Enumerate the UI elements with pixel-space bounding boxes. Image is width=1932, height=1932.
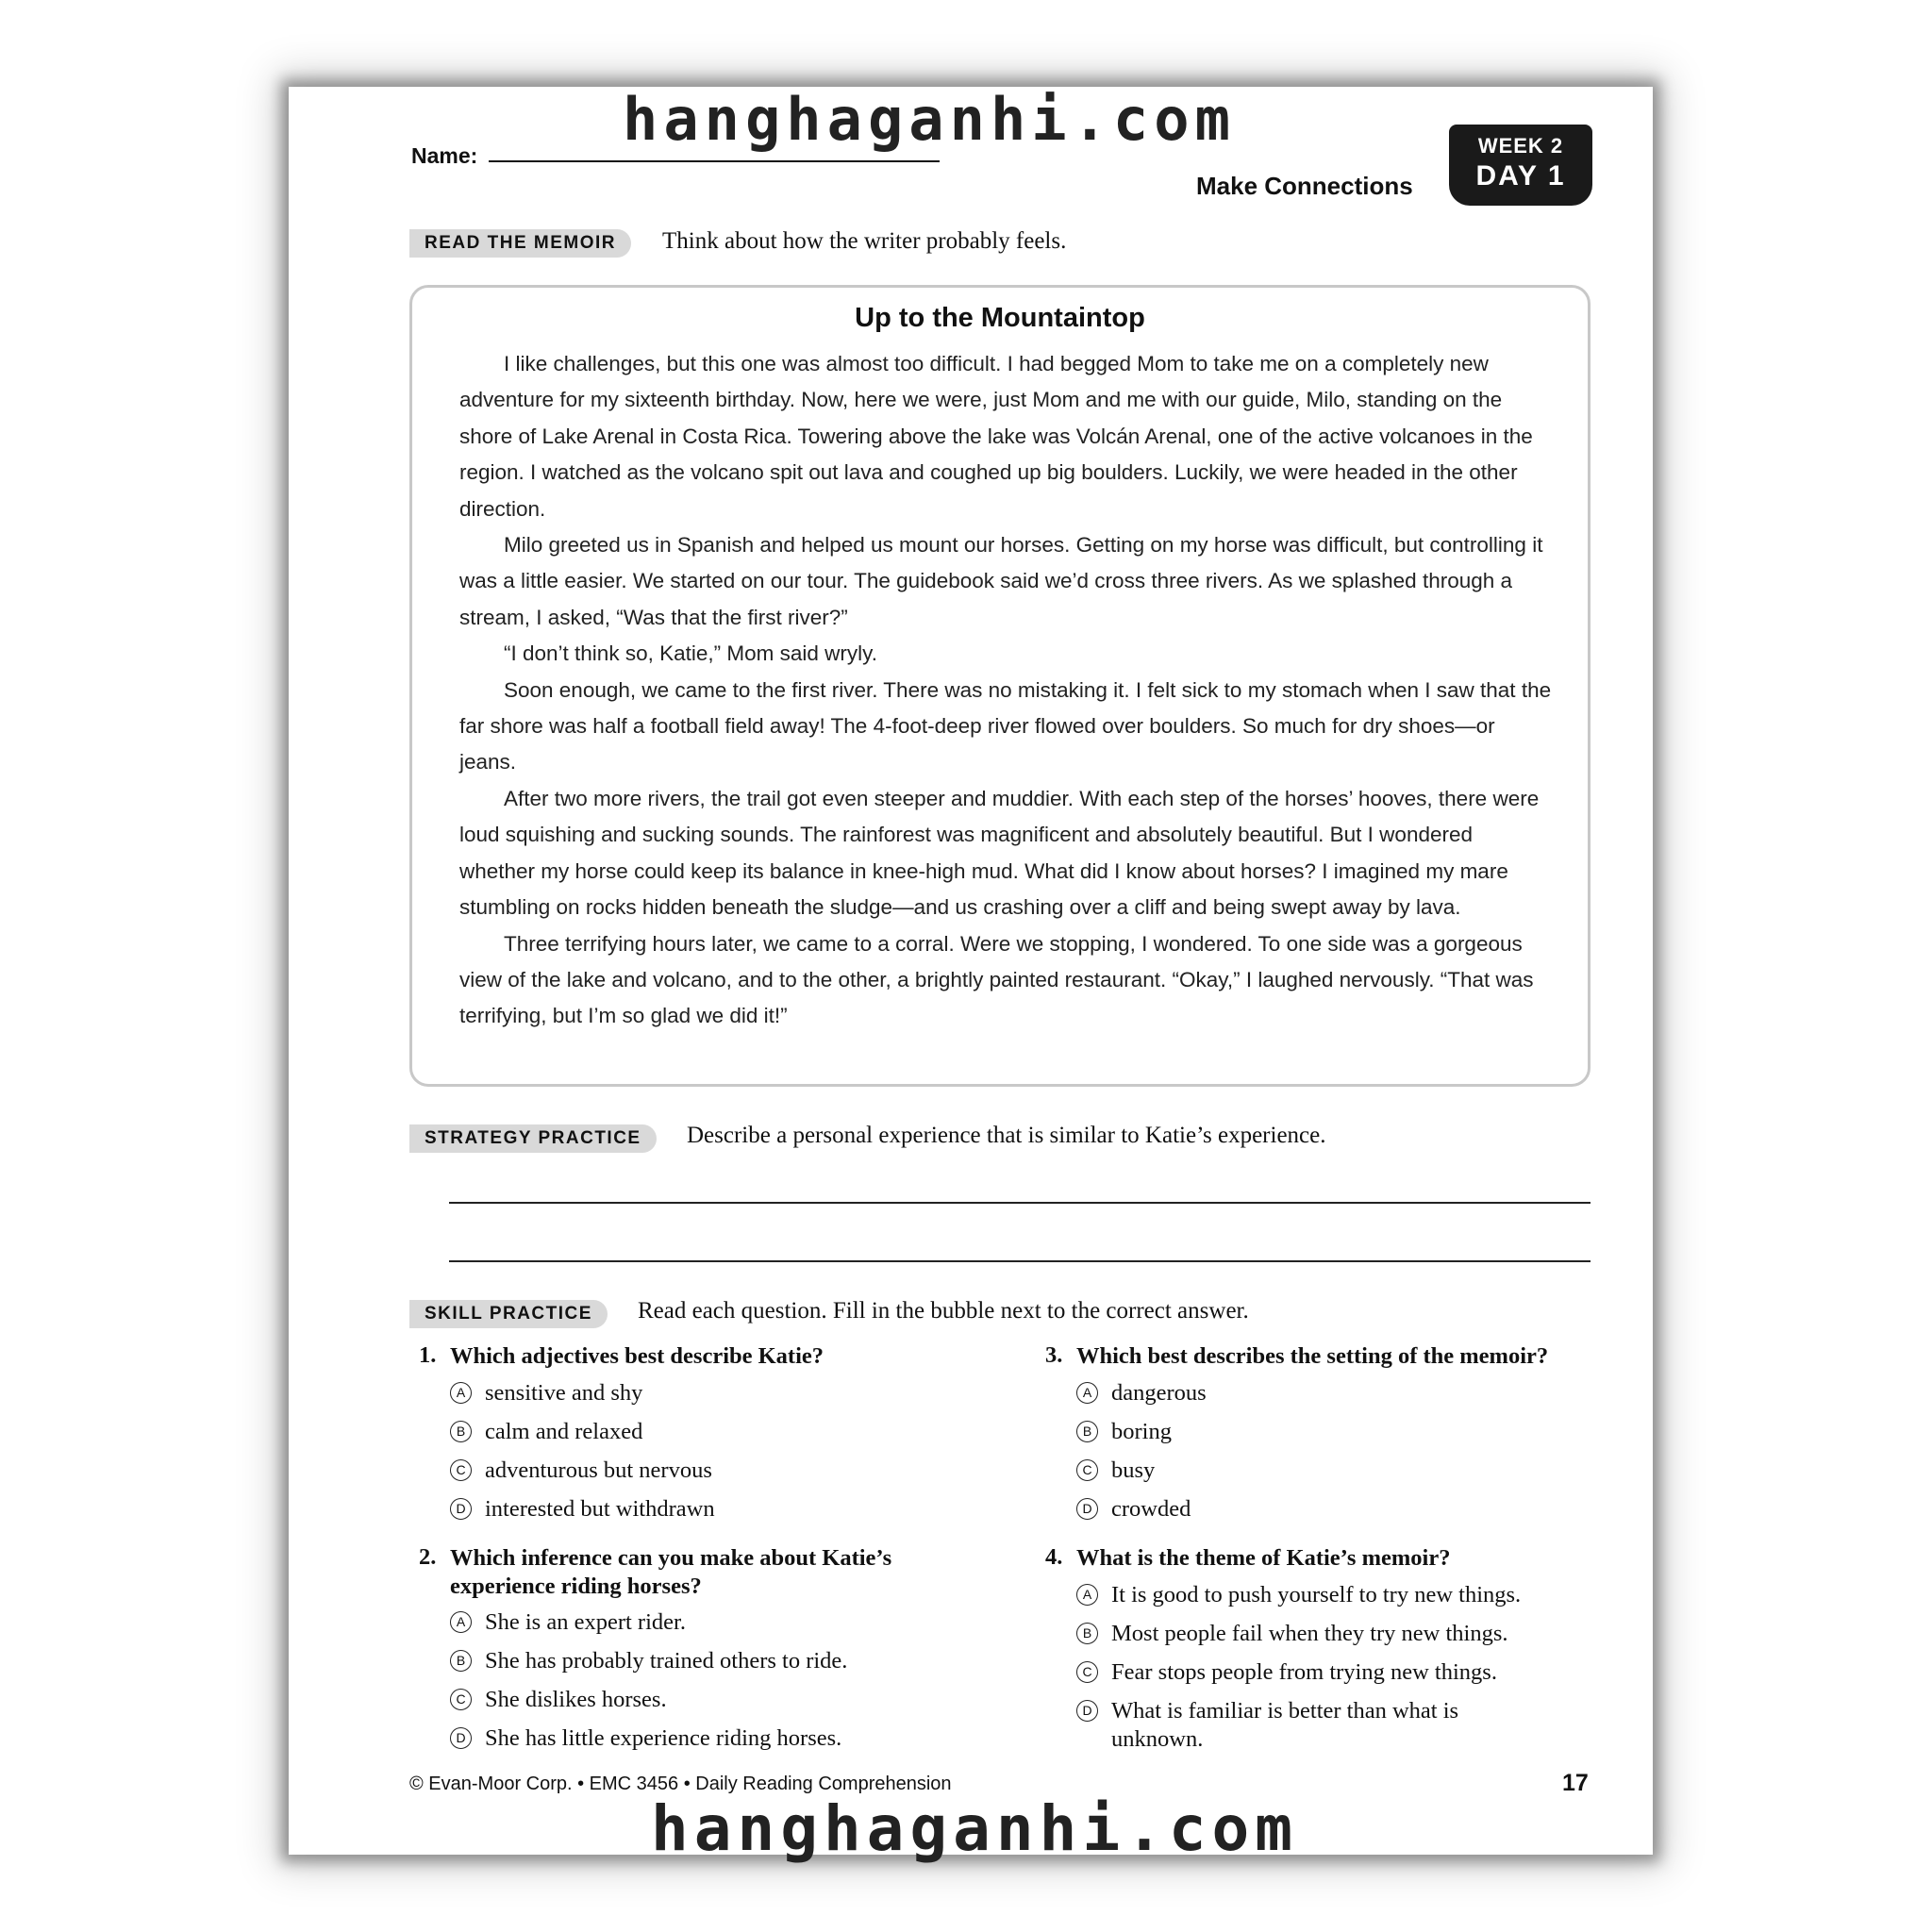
strategy-practice-instruction: Describe a personal experience that is similar to Katie’s experience. bbox=[687, 1123, 1326, 1148]
footer-copyright: © Evan-Moor Corp. • EMC 3456 • Daily Reading Comprehension bbox=[409, 1774, 952, 1794]
answer-bubble[interactable]: C bbox=[450, 1689, 472, 1710]
option-text: boring bbox=[1111, 1419, 1172, 1444]
page-number: 17 bbox=[1562, 1770, 1589, 1796]
option-text: crowded bbox=[1111, 1496, 1191, 1522]
option-text: interested but withdrawn bbox=[485, 1496, 715, 1522]
answer-option[interactable] bbox=[1076, 1658, 1497, 1687]
answer-bubble[interactable]: C bbox=[450, 1459, 472, 1481]
answer-bubble[interactable]: D bbox=[450, 1727, 472, 1749]
watermark-bottom: hanghaganhi.com bbox=[651, 1792, 1299, 1865]
option-text: sensitive and shy bbox=[485, 1380, 643, 1406]
answer-bubble[interactable]: B bbox=[450, 1650, 472, 1672]
answer-line[interactable] bbox=[449, 1260, 1591, 1262]
answer-option[interactable] bbox=[450, 1608, 686, 1637]
option-text: Fear stops people from trying new things. bbox=[1111, 1659, 1497, 1685]
answer-bubble[interactable]: B bbox=[1076, 1421, 1098, 1442]
option-text: adventurous but nervous bbox=[485, 1457, 712, 1483]
answer-option[interactable] bbox=[450, 1495, 715, 1524]
section-title: Make Connections bbox=[1196, 172, 1413, 200]
answer-option[interactable] bbox=[450, 1418, 642, 1446]
passage-paragraph: I like challenges, but this one was almost too difficult. I had begged Mom to take me on a completely new adventure for my sixteenth birthday. Now, here we were, just Mom and me with our guide, Milo, standing on the shore of Lake Arenal in Costa Rica. Towering above the lake was Volcán Arenal, one of the active volcanoes in the region. I watched as the volcano spit out lava and coughed up big boulders. Luckily, we were headed in the other direction. bbox=[459, 352, 1533, 521]
answer-option[interactable] bbox=[1076, 1581, 1521, 1609]
passage-paragraph: Soon enough, we came to the first river. There was no mistaking it. I felt sick to my stomach when I saw that the far shore was half a football field away! The 4-foot-deep river flowed over boulders. So much for dry shoes—or jeans. bbox=[459, 677, 1552, 774]
answer-option[interactable] bbox=[450, 1686, 667, 1714]
question-number: 1. bbox=[419, 1342, 437, 1368]
passage-paragraph: “I don’t think so, Katie,” Mom said wryly. bbox=[504, 641, 877, 666]
option-text: dangerous bbox=[1111, 1380, 1207, 1406]
option-text: calm and relaxed bbox=[485, 1419, 643, 1444]
answer-bubble[interactable]: A bbox=[450, 1611, 472, 1633]
question-text: Which best describes the setting of the memoir? bbox=[1076, 1343, 1549, 1369]
option-text: She has little experience riding horses. bbox=[485, 1725, 842, 1751]
answer-bubble[interactable]: B bbox=[1076, 1623, 1098, 1644]
answer-bubble[interactable]: C bbox=[1076, 1459, 1098, 1481]
answer-bubble[interactable]: C bbox=[1076, 1661, 1098, 1683]
answer-option[interactable] bbox=[1076, 1418, 1172, 1446]
question-text: Which inference can you make about Katie’s experience riding horses? bbox=[450, 1545, 892, 1599]
day-label: DAY 1 bbox=[1475, 160, 1566, 192]
week-label: WEEK 2 bbox=[1477, 134, 1564, 158]
answer-line[interactable] bbox=[449, 1202, 1591, 1204]
passage-paragraph: Milo greeted us in Spanish and helped us mount our horses. Getting on my horse was difficult, but controlling it was a little easier. We started on our tour. The guidebook said we’d cross three rivers. As we splashed through a stream, I asked, “Was that the first river?” bbox=[459, 533, 1543, 629]
answer-option[interactable] bbox=[1076, 1457, 1155, 1485]
passage-paragraph: After two more rivers, the trail got even steeper and muddier. With each step of the horses’ hooves, there were loud squishing and sucking sounds. The rainforest was magnificent and absolutely beautiful. But I wondered whether my horse could keep its balance in knee-high mud. What did I know about horses? I imagined my mare stumbling on rocks hidden beneath the sludge—and us crashing over a cliff and being swept away by lava. bbox=[459, 786, 1540, 920]
option-text: What is familiar is better than what is unknown. bbox=[1111, 1698, 1459, 1752]
week-day-tab bbox=[1449, 125, 1592, 206]
name-label: Name: bbox=[411, 143, 478, 168]
answer-bubble[interactable]: A bbox=[1076, 1382, 1098, 1404]
answer-bubble[interactable]: D bbox=[450, 1498, 472, 1520]
answer-bubble[interactable]: D bbox=[1076, 1700, 1098, 1722]
answer-option[interactable] bbox=[450, 1724, 841, 1753]
option-text: It is good to push yourself to try new things. bbox=[1111, 1582, 1522, 1607]
name-field-line[interactable] bbox=[489, 160, 940, 162]
answer-option[interactable] bbox=[450, 1379, 642, 1407]
question-text: Which adjectives best describe Katie? bbox=[450, 1343, 824, 1369]
answer-option[interactable] bbox=[1076, 1379, 1207, 1407]
question-number: 3. bbox=[1045, 1342, 1063, 1368]
option-text: Most people fail when they try new things. bbox=[1111, 1621, 1508, 1646]
answer-bubble[interactable]: B bbox=[450, 1421, 472, 1442]
answer-option[interactable] bbox=[450, 1647, 847, 1675]
option-text: She has probably trained others to ride. bbox=[485, 1648, 848, 1674]
question-number: 4. bbox=[1045, 1544, 1063, 1570]
answer-bubble[interactable]: A bbox=[1076, 1584, 1098, 1606]
option-text: She dislikes horses. bbox=[485, 1687, 667, 1712]
question-number: 2. bbox=[419, 1544, 437, 1570]
passage-paragraph: Three terrifying hours later, we came to a corral. Were we stopping, I wondered. To one side was a gorgeous view of the lake and volcano, and to the other, a brightly painted restaurant. “Okay,” I laughed nervously. “That was terrifying, but I’m so glad we did it!” bbox=[459, 931, 1534, 1028]
option-text: She is an expert rider. bbox=[485, 1609, 686, 1635]
answer-option[interactable] bbox=[1076, 1697, 1517, 1754]
strategy-practice-label: STRATEGY PRACTICE bbox=[409, 1124, 657, 1153]
passage-text bbox=[459, 346, 1554, 1035]
question-text: What is the theme of Katie’s memoir? bbox=[1076, 1545, 1451, 1571]
skill-practice-instruction: Read each question. Fill in the bubble next to the correct answer. bbox=[638, 1298, 1249, 1324]
read-memoir-label: READ THE MEMOIR bbox=[409, 229, 631, 258]
passage-box bbox=[409, 285, 1591, 1087]
answer-option[interactable] bbox=[450, 1457, 712, 1485]
option-text: busy bbox=[1111, 1457, 1156, 1483]
answer-option[interactable] bbox=[1076, 1495, 1191, 1524]
answer-option[interactable] bbox=[1076, 1620, 1508, 1648]
skill-practice-label: SKILL PRACTICE bbox=[409, 1300, 608, 1328]
answer-bubble[interactable]: D bbox=[1076, 1498, 1098, 1520]
answer-bubble[interactable]: A bbox=[450, 1382, 472, 1404]
passage-title: Up to the Mountaintop bbox=[855, 303, 1145, 333]
read-memoir-instruction: Think about how the writer probably feels. bbox=[662, 228, 1067, 254]
watermark-top: hanghaganhi.com bbox=[623, 85, 1236, 154]
